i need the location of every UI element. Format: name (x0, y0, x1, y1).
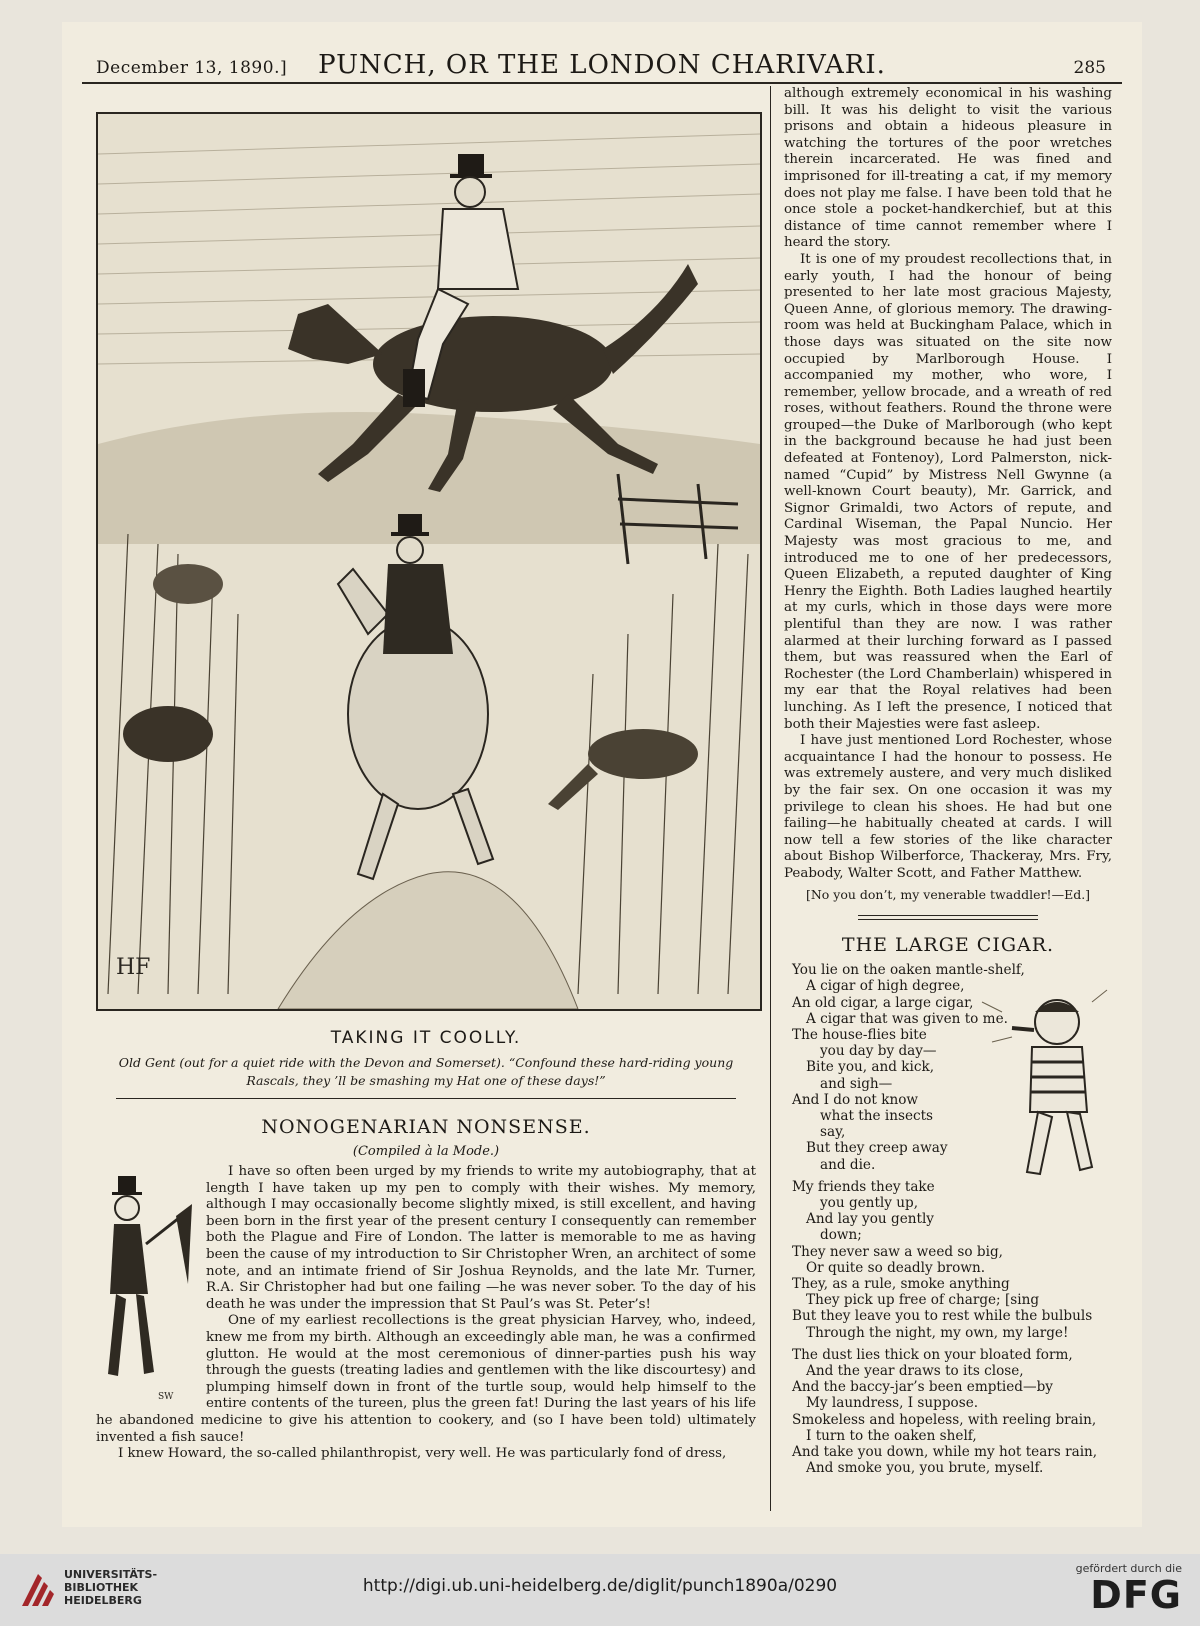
poem-line: My friends they take (792, 1178, 935, 1195)
poem-line: And the baccy-jar’s been emptied—by (792, 1379, 1053, 1396)
poem-line: A cigar that was given to me. (806, 1010, 1008, 1027)
right-column (778, 86, 1118, 1482)
poem-line: A cigar of high degree, (806, 978, 965, 995)
smoking-man-caricature (972, 982, 1112, 1192)
continued-paragraph-1: although extremely economical in his washing bill. It was his delight to visit the various prisons and obtain a hideous pleasure in watching the tortures of the poor wretches therein incarcerated. He was fined and imprisoned for ill-treating a cat, if my memory does not play me false. I have been told that he once stole a pocket-handkerchief, but at this distance of time cannot remember where I heard the story. (784, 86, 1112, 251)
library-name-line: HEIDELBERG (64, 1594, 142, 1607)
publication-title: PUNCH, OR THE LONDON CHARIVARI. (318, 50, 886, 80)
issue-date: December 13, 1890.] (96, 58, 288, 78)
article-subtitle: (Compiled à la Mode.) (352, 1144, 500, 1159)
double-rule (858, 915, 1038, 920)
poem-line: My laundress, I suppose. (806, 1395, 979, 1412)
poem-line: Through the night, my own, my large! (806, 1324, 1069, 1341)
permalink-url[interactable]: http://digi.ub.uni-heidelberg.de/diglit/punch1890a/0290 (362, 1576, 838, 1596)
illustration-title: TAKING IT COOLLY. (330, 1028, 522, 1048)
poem-line: and die. (820, 1156, 876, 1173)
poem-line: and sigh— (820, 1075, 893, 1092)
poem-line: And take you down, while my hot tears rain, (792, 1443, 1098, 1460)
article-paragraph-1: I have so often been urged by my friends to write my autobiography, that at length I have taken up my pen to comply with their wishes. My memory, although I may occasionally become slightly mixed, is still excellent, and having been born in the first year of the present century I consequently can remember both the Plague and Fire of London. The latter is memorable to me as having been the cause of my introduction to Sir Christopher Wren, an architect of some note, and an intimate friend of Sir Joshua Reynolds, and the late Mr. Turner, R.A. Sir Christopher had but one failing —he was never sober. To the day of his death he was under the impression that St Paul’s was St. Peter’s! (206, 1164, 756, 1312)
poem-line: An old cigar, a large cigar, (792, 994, 974, 1011)
page-header (82, 36, 1122, 84)
article-continuation (778, 86, 1118, 903)
library-name-line: UNIVERSITÄTS- (64, 1568, 158, 1581)
poem-line: They pick up free of charge; [sing (806, 1292, 1040, 1309)
poem-line: The house-flies bite (792, 1026, 927, 1043)
poem-line: And smoke you, you brute, myself. (806, 1460, 1044, 1477)
poem-line: you gently up, (820, 1194, 919, 1211)
continued-paragraph-3: I have just mentioned Lord Rochester, whose acquaintance I had the honour to possess. He was extremely austere, and very much disliked by the fair sex. On one occasion it was my privilege to clean his shoes. He had but one failing—he habitually cheated at cards. I will now tell a few stories of the like character about Bishop Wilberforce, Thackeray, Mrs. Fry, Peabody, Walter Scott, and Father Matthew. (784, 733, 1112, 881)
continued-paragraph-2: It is one of my proudest recollections that, in early youth, I had the honour of being presented to her late most gracious Majesty, Queen Anne, of glorious memory. The drawing-room was held at Buckingham Palace, which in those days was situated on the site now occupied by Marlborough House. I accompanied my mother, who wore, I remember, yellow brocade, and a wreath of red roses, without feathers. Round the throne were grouped—the Duke of Marlborough (who kept in the background because he had just been defeated at Fontenoy), Lord Palmerston, nick-named “Cupid” by Mistress Nell Gwynne (a well-known Court beauty), Mr. Garrick, and Signor Grimaldi, two Actors of repute, and Cardinal Wiseman, the Papal Nuncio. Her Majesty was most gracious to me, and introduced me to one of her predecessors, Queen Elizabeth, a reputed daughter of King Henry the Eighth. Both Ladies laughed heartily at my curls, which in those days were more plentiful than they are now. I was rather alarmed at their lurching forward as I passed them, but was reassured when the Earl of Rochester (the Lord Chamberlain) whispered in my ear that the Royal relatives had been lunching. As I left the presence, I noticed that both their Majesties were fast asleep. (784, 251, 1112, 732)
old-gent-caricature (96, 1174, 196, 1406)
article-title: NONOGENARIAN NONSENSE. (261, 1116, 591, 1138)
poem-line: They, as a rule, smoke anything (792, 1275, 1010, 1292)
poem-body (778, 962, 1118, 1476)
page-number: 285 (1073, 58, 1106, 78)
section-rule (116, 1098, 736, 1099)
poem-line: what the insects (820, 1107, 934, 1124)
poem-line: I turn to the oaken shelf, (806, 1427, 977, 1444)
poem-line: Bite you, and kick, (806, 1059, 935, 1076)
poem-stanza-2 (792, 1179, 1118, 1341)
newspaper-page (62, 22, 1142, 1527)
article-body (96, 1164, 756, 1463)
poem-line: say, (820, 1124, 846, 1141)
poem-line: you day by day— (820, 1043, 937, 1060)
poem-line: Or quite so deadly brown. (806, 1259, 986, 1276)
poem-line: And I do not know (792, 1091, 919, 1108)
illustration-caption: Old Gent (out for a quiet ride with the Devon and Somerset). “Confound these hard-riding young Rascals, they ’ll be smashing my Hat one of these days!” (118, 1055, 734, 1088)
poem-line: You lie on the oaken mantle-shelf, (792, 962, 1025, 979)
svg-text:SW: SW (158, 1392, 174, 1402)
poem-line: They never saw a weed so big, (792, 1243, 1003, 1260)
poem-line: The dust lies thick on your bloated form, (792, 1346, 1073, 1363)
poem-line: And lay you gently (806, 1211, 934, 1228)
viewer-footer (0, 1554, 1200, 1626)
column-divider (770, 86, 771, 1511)
poem-line: But they leave you to rest while the bulbuls (792, 1308, 1093, 1325)
poem-stanza-3 (792, 1347, 1118, 1477)
poem-line: down; (820, 1227, 862, 1244)
funding-notice (1076, 1562, 1182, 1615)
article-paragraph-2: One of my earliest recollections is the great physician Harvey, who, indeed, knew me from my birth. Although an exceedingly able man, he was a confirmed glutton. He would at the most ceremonious of dinner-parties push his way through the guests (treating ladies and gentlemen with the like discourtesy) and plumping himself down in front of the turtle soup, would help himself to the entire contents of the tureen, plus the green fat! During the last years of his life he abandoned medicine to give his attention to cookery, and (so I have been told) ultimately invented a fish sauce! (96, 1313, 756, 1445)
hunting-illustration (96, 112, 762, 1011)
riders-jumping-drawing (98, 114, 760, 1009)
svg-text:HF: HF (116, 955, 151, 980)
article-paragraph-3: I knew Howard, the so-called philanthropist, very well. He was particularly fond of dress, (118, 1446, 727, 1462)
funding-text: gefördert durch die (1075, 1562, 1182, 1575)
library-name-line: BIBLIOTHEK (64, 1581, 139, 1594)
editor-note: [No you don’t, my venerable twaddler!—Ed.] (805, 886, 1091, 902)
dfg-logo[interactable]: DFG (1090, 1573, 1182, 1617)
poem-line: And the year draws to its close, (806, 1362, 1024, 1379)
poem-line: But they creep away (806, 1140, 948, 1157)
poem-line: Smokeless and hopeless, with reeling brain, (792, 1411, 1097, 1428)
poem-title: THE LARGE CIGAR. (841, 934, 1055, 957)
